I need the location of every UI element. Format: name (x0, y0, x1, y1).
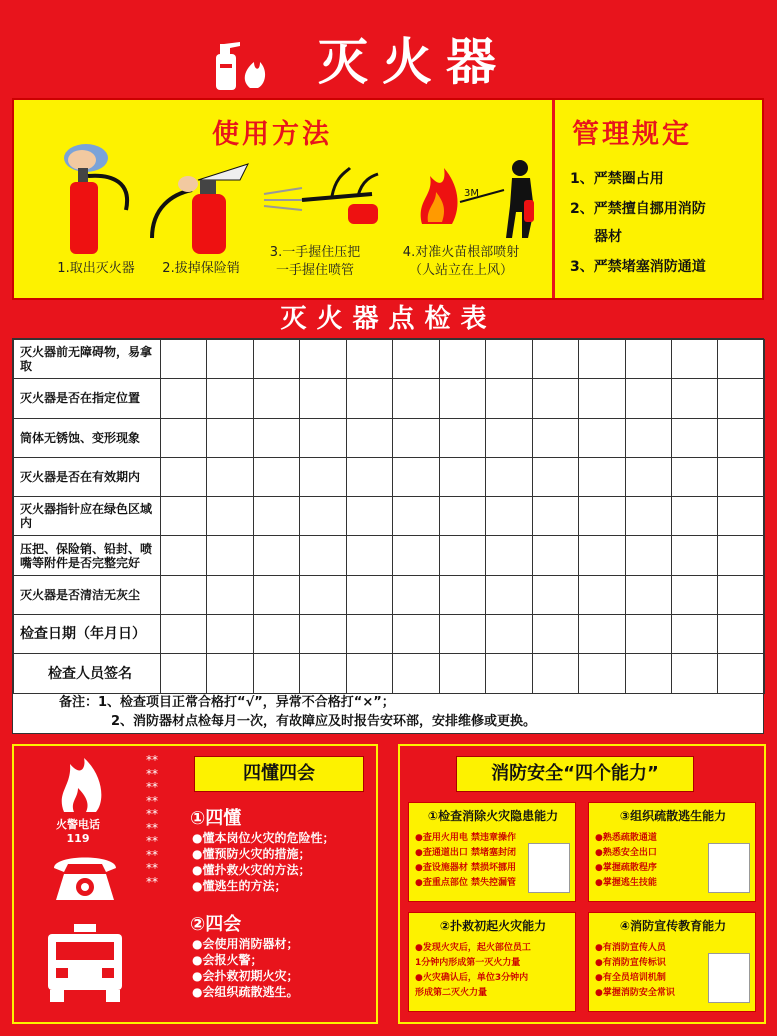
check-cell[interactable] (207, 575, 253, 614)
check-cell[interactable] (300, 340, 346, 379)
check-cell[interactable] (346, 418, 392, 457)
ability-item: ●查通道出口 禁堵塞封闭 (415, 848, 516, 858)
check-cell[interactable] (393, 418, 439, 457)
check-cell[interactable] (718, 457, 765, 496)
knows-heading: ①四懂 (190, 808, 242, 829)
ability-card-3 (588, 802, 756, 902)
check-item-label: 筒体无锈蚀、变形现象 (14, 418, 161, 457)
check-item-label: 灭火器是否在指定位置 (14, 379, 161, 418)
check-cell[interactable] (439, 418, 485, 457)
step2-caption: 2.拔掉保险销 (162, 261, 240, 276)
check-cell[interactable] (393, 379, 439, 418)
cans-heading: ②四会 (190, 914, 242, 935)
check-cell[interactable] (439, 615, 485, 654)
knows-list (192, 830, 334, 894)
check-cell[interactable] (393, 457, 439, 496)
check-cell[interactable] (718, 418, 765, 457)
check-cell[interactable] (207, 418, 253, 457)
ability-illustration-image (708, 843, 750, 893)
step3-caption-line2: 一手握住喷管 (275, 263, 354, 278)
check-cell[interactable] (346, 379, 392, 418)
check-cell[interactable] (579, 418, 625, 457)
rule-item: 器材 (594, 229, 622, 245)
telephone-icon (50, 850, 120, 904)
usage-title: 使用方法 (212, 119, 332, 150)
check-cell[interactable] (579, 457, 625, 496)
fire-truck-icon (44, 924, 126, 1004)
ability-card-list (415, 941, 531, 1001)
ability-card-heading: ②扑救初起火灾能力 (439, 919, 547, 933)
ability-item: ●掌握消防安全常识 (595, 988, 675, 998)
check-cell[interactable] (718, 654, 765, 693)
check-cell[interactable] (625, 536, 671, 575)
check-cell[interactable] (207, 340, 253, 379)
ability-item: ●有全员培训机制 (595, 973, 666, 983)
check-cell[interactable] (486, 575, 532, 614)
four-knows-title: 四懂四会 (194, 756, 364, 792)
check-cell[interactable] (486, 536, 532, 575)
check-cell[interactable] (532, 340, 578, 379)
step3-spray-icon (262, 166, 402, 226)
check-table-title: 灭火器点检表 (280, 304, 497, 334)
ability-item: ●熟悉安全出口 (595, 848, 657, 858)
check-cell[interactable] (300, 654, 346, 693)
fire-call-label (40, 818, 116, 846)
check-cell[interactable] (439, 457, 485, 496)
check-cell[interactable] (161, 379, 207, 418)
rule-item: 3、严禁堵塞消防通道 (570, 259, 706, 275)
check-cell[interactable] (579, 575, 625, 614)
knows-item: ●懂预防火灾的措施； (192, 847, 311, 861)
check-cell[interactable] (625, 340, 671, 379)
check-cell[interactable] (393, 575, 439, 614)
check-cell[interactable] (161, 575, 207, 614)
ability-card-2 (408, 912, 576, 1012)
check-cell[interactable] (579, 340, 625, 379)
check-cell[interactable] (300, 418, 346, 457)
check-cell[interactable] (486, 654, 532, 693)
check-cell[interactable] (393, 340, 439, 379)
step4-caption-line1: 4.对准火苗根部喷射 (402, 245, 520, 260)
check-cell[interactable] (161, 497, 207, 536)
check-cell[interactable] (346, 575, 392, 614)
check-cell[interactable] (532, 536, 578, 575)
check-cell[interactable] (393, 654, 439, 693)
check-row (14, 654, 765, 693)
check-cell[interactable] (625, 575, 671, 614)
ability-illustration-image (708, 953, 750, 1003)
check-cell[interactable] (346, 654, 392, 693)
ability-item: 1分钟内形成第一灭火力量 (415, 958, 521, 968)
check-cell[interactable] (300, 497, 346, 536)
check-cell[interactable] (625, 654, 671, 693)
check-cell[interactable] (625, 497, 671, 536)
check-row (14, 379, 765, 418)
check-cell[interactable] (671, 379, 717, 418)
check-item-label: 灭火器是否清洁无灰尘 (14, 575, 161, 614)
check-cell[interactable] (439, 575, 485, 614)
check-cell[interactable] (718, 379, 765, 418)
check-item-label: 检查日期（年月日） (14, 615, 161, 654)
note-line-1: 备注：1、检查项目正常合格打“√”，异常不合格打“×”； (59, 695, 395, 710)
cans-item: ●会扑救初期火灾； (192, 969, 299, 983)
step4-caption-line2: （人站立在上风） (408, 263, 513, 278)
check-row (14, 536, 765, 575)
fire-call-text: 火警电话 (56, 818, 100, 831)
check-cell[interactable] (718, 536, 765, 575)
check-cell[interactable] (671, 497, 717, 536)
check-cell[interactable] (300, 536, 346, 575)
knows-item: ●懂扑救火灾的方法； (192, 863, 311, 877)
ability-item: ●有消防宣传标识 (595, 958, 666, 968)
step1-extinguisher-icon (52, 136, 152, 256)
step4-person-spray-icon (412, 150, 548, 238)
check-cell[interactable] (486, 497, 532, 536)
knows-item: ●懂逃生的方法； (192, 879, 287, 893)
check-table (12, 338, 764, 734)
svg-text:3M: 3M (464, 188, 479, 199)
check-cell[interactable] (579, 654, 625, 693)
fire-extinguisher-icon (210, 40, 270, 92)
check-cell[interactable] (439, 536, 485, 575)
star-divider: ******************** (146, 753, 158, 889)
check-cell[interactable] (346, 536, 392, 575)
check-cell[interactable] (532, 497, 578, 536)
ability-card-list (415, 831, 516, 891)
check-cell[interactable] (718, 340, 765, 379)
check-cell[interactable] (207, 497, 253, 536)
check-cell[interactable] (300, 615, 346, 654)
step2-pin-icon (148, 158, 258, 258)
check-cell[interactable] (253, 457, 299, 496)
check-row (14, 575, 765, 614)
ability-item: ●掌握疏散程序 (595, 863, 657, 873)
check-cell[interactable] (579, 497, 625, 536)
fire-icon (56, 756, 106, 816)
check-cell[interactable] (486, 340, 532, 379)
check-row (14, 457, 765, 496)
check-cell[interactable] (671, 654, 717, 693)
four-abilities-panel (398, 744, 766, 1024)
check-cell[interactable] (393, 615, 439, 654)
knows-item: ●懂本岗位火灾的危险性； (192, 831, 335, 845)
check-cell[interactable] (532, 457, 578, 496)
check-cell[interactable] (718, 575, 765, 614)
check-cell[interactable] (532, 418, 578, 457)
four-knows-panel (12, 744, 378, 1024)
check-grid (13, 339, 765, 694)
panel-divider (552, 100, 555, 298)
check-cell[interactable] (532, 575, 578, 614)
check-cell[interactable] (486, 418, 532, 457)
check-cell[interactable] (532, 654, 578, 693)
fire-call-number: 119 (66, 832, 90, 845)
step1-caption: 1.取出灭火器 (57, 261, 135, 276)
check-cell[interactable] (346, 615, 392, 654)
check-cell[interactable] (300, 575, 346, 614)
check-cell[interactable] (671, 615, 717, 654)
check-cell[interactable] (346, 497, 392, 536)
check-cell[interactable] (253, 418, 299, 457)
check-cell[interactable] (207, 615, 253, 654)
ability-item: ●发现火灾后，起火部位员工 (415, 943, 531, 953)
check-cell[interactable] (671, 536, 717, 575)
ability-item: ●查用火用电 禁违章操作 (415, 833, 516, 843)
check-row (14, 497, 765, 536)
cans-list (192, 936, 298, 1000)
check-row (14, 418, 765, 457)
check-cell[interactable] (439, 654, 485, 693)
ability-item: ●有消防宣传人员 (595, 943, 666, 953)
check-cell[interactable] (439, 340, 485, 379)
check-cell[interactable] (439, 497, 485, 536)
check-cell[interactable] (253, 497, 299, 536)
four-abilities-title: 消防安全“四个能力” (456, 756, 694, 792)
check-cell[interactable] (207, 536, 253, 575)
header (0, 0, 777, 96)
ability-item: ●查重点部位 禁失控漏管 (415, 878, 516, 888)
check-cell[interactable] (671, 418, 717, 457)
page-title: 灭火器 (318, 33, 510, 91)
check-cell[interactable] (207, 654, 253, 693)
check-cell[interactable] (486, 615, 532, 654)
check-cell[interactable] (253, 536, 299, 575)
check-cell[interactable] (625, 457, 671, 496)
check-cell[interactable] (625, 379, 671, 418)
check-cell[interactable] (161, 418, 207, 457)
ability-item: ●查设施器材 禁损坏挪用 (415, 863, 516, 873)
ability-item: ●掌握逃生技能 (595, 878, 657, 888)
check-cell[interactable] (579, 536, 625, 575)
check-cell[interactable] (532, 615, 578, 654)
check-cell[interactable] (439, 379, 485, 418)
ability-card-heading: ④消防宣传教育能力 (619, 919, 727, 933)
check-cell[interactable] (393, 497, 439, 536)
cans-item: ●会组织疏散逃生。 (192, 985, 299, 999)
check-row (14, 340, 765, 379)
check-cell[interactable] (671, 575, 717, 614)
ability-card-list (595, 831, 657, 891)
ability-illustration-image (528, 843, 570, 893)
check-cell[interactable] (532, 379, 578, 418)
check-cell[interactable] (161, 654, 207, 693)
check-item-label: 灭火器前无障碍物，易拿取 (14, 340, 161, 379)
check-cell[interactable] (625, 418, 671, 457)
rule-item: 2、严禁擅自挪用消防 (570, 201, 706, 217)
step3-caption-line1: 3.一手握住压把 (269, 245, 361, 260)
check-cell[interactable] (671, 457, 717, 496)
check-item-label: 检查人员签名 (14, 654, 161, 693)
ability-card-heading: ③组织疏散逃生能力 (619, 809, 727, 823)
check-cell[interactable] (161, 615, 207, 654)
check-cell[interactable] (486, 457, 532, 496)
check-item-label: 灭火器指针应在绿色区域内 (14, 497, 161, 536)
check-cell[interactable] (253, 379, 299, 418)
check-cell[interactable] (253, 615, 299, 654)
usage-panel (12, 98, 764, 300)
check-cell[interactable] (207, 379, 253, 418)
table-notes (13, 693, 763, 731)
check-cell[interactable] (486, 379, 532, 418)
check-cell[interactable] (253, 575, 299, 614)
ability-card-heading: ①检查消除火灾隐患能力 (427, 809, 559, 823)
check-cell[interactable] (300, 379, 346, 418)
cans-item: ●会使用消防器材； (192, 937, 299, 951)
rules-title: 管理规定 (572, 119, 692, 150)
note-line-2: 2、消防器材点检每月一次，有故障应及时报告安环部，安排维修或更换。 (111, 714, 537, 729)
check-cell[interactable] (579, 379, 625, 418)
check-cell[interactable] (161, 536, 207, 575)
check-cell[interactable] (346, 340, 392, 379)
check-cell[interactable] (393, 536, 439, 575)
check-cell[interactable] (300, 457, 346, 496)
check-item-label: 灭火器是否在有效期内 (14, 457, 161, 496)
ability-item: 形成第二灭火力量 (415, 988, 488, 998)
ability-card-4 (588, 912, 756, 1012)
check-cell[interactable] (671, 340, 717, 379)
check-cell[interactable] (253, 654, 299, 693)
check-cell[interactable] (718, 497, 765, 536)
ability-card-1 (408, 802, 576, 902)
check-cell[interactable] (346, 457, 392, 496)
ability-card-list (595, 941, 675, 1001)
rule-item: 1、严禁圈占用 (570, 171, 664, 187)
ability-item: ●火灾确认后，单位3分钟内 (415, 973, 529, 983)
ability-item: ●熟悉疏散通道 (595, 833, 657, 843)
cans-item: ●会报火警； (192, 953, 263, 967)
check-cell[interactable] (718, 615, 765, 654)
check-row (14, 615, 765, 654)
check-cell[interactable] (579, 615, 625, 654)
check-cell[interactable] (161, 457, 207, 496)
check-cell[interactable] (161, 340, 207, 379)
check-item-label: 压把、保险销、铅封、喷嘴等附件是否完整完好 (14, 536, 161, 575)
check-cell[interactable] (625, 615, 671, 654)
check-cell[interactable] (207, 457, 253, 496)
check-cell[interactable] (253, 340, 299, 379)
